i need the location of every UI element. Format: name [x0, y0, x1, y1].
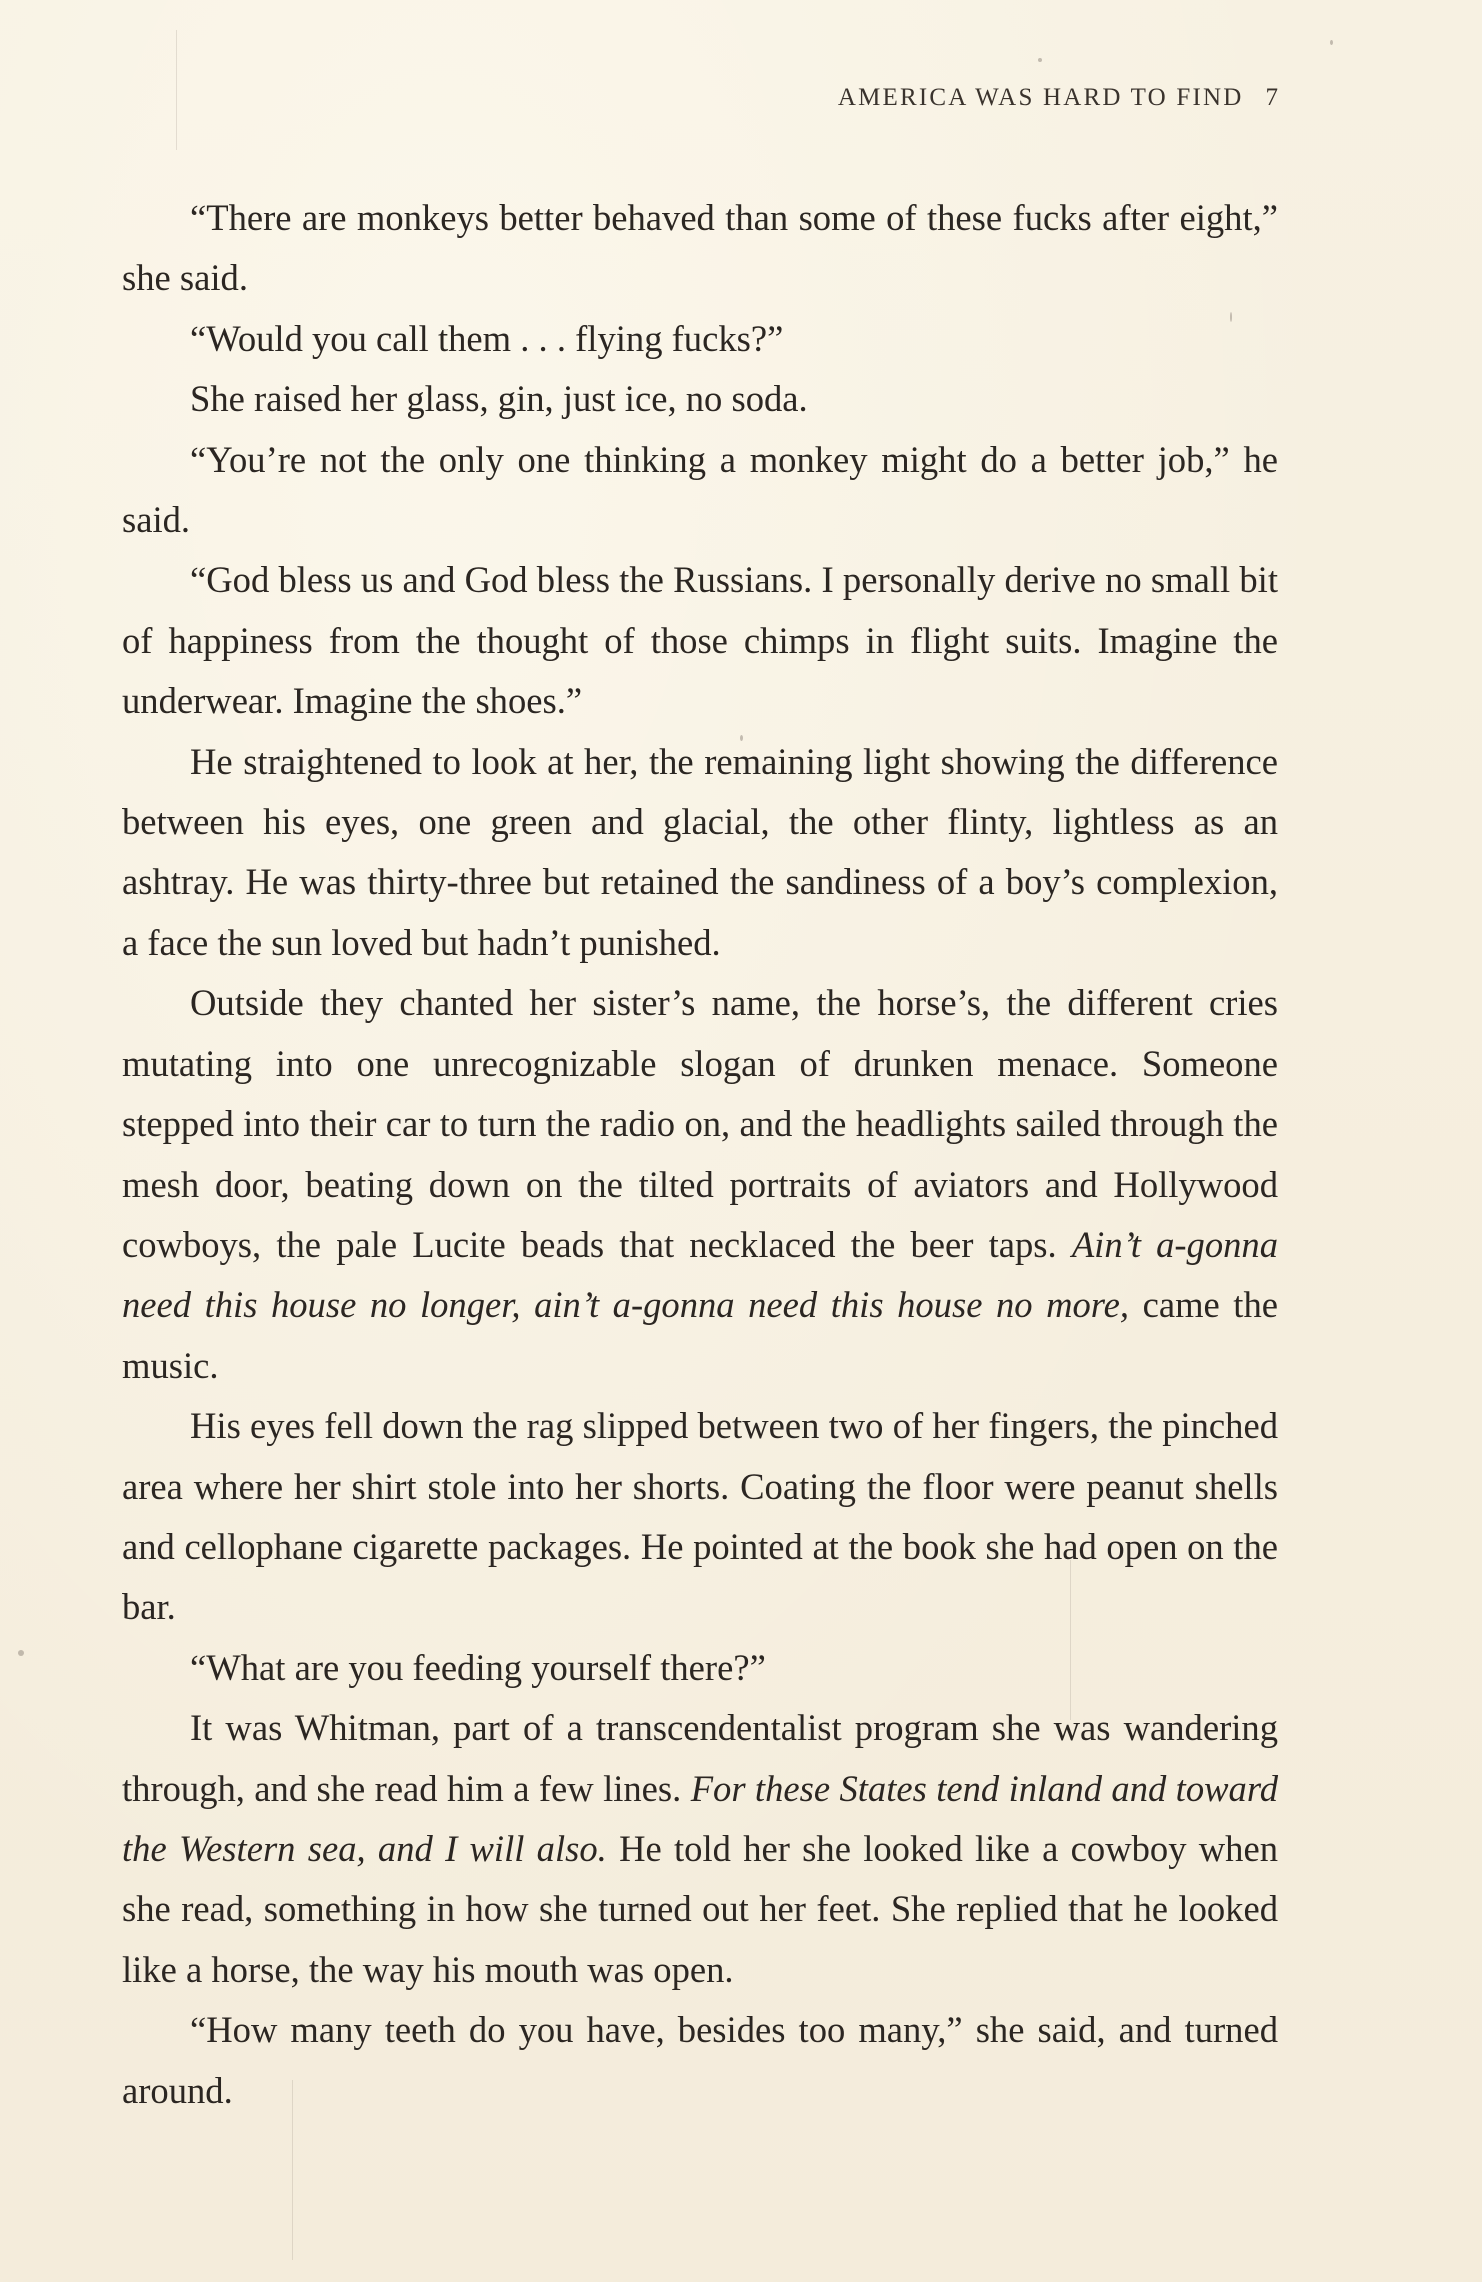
paper-speck: [1038, 58, 1042, 62]
paragraph-text: “You’re not the only one thinking a monkey might do a better job,” he said.: [122, 438, 1278, 541]
paragraph-text: His eyes fell down the rag slipped between two of her fingers, the pinched area where her shirt stole into her shorts. Coating the floor were peanut shells and cellophane cigarette packages. He pointed at the book she had open on the bar.: [122, 1405, 1278, 1628]
paragraph-text: came the music.: [122, 1284, 1278, 1386]
paragraph: [122, 369, 1278, 429]
paragraph-text: “What are you feeding yourself there?”: [190, 1646, 766, 1688]
paragraph-text: “There are monkeys better behaved than some of these fucks after eight,” she said.: [122, 197, 1278, 299]
paragraph-text: It was Whitman, part of a transcendentalist program she was wandering through, and she read him a few lines.: [122, 1707, 1278, 1809]
paragraph-text: “God bless us and God bless the Russians. I personally derive no small bit of happiness from the thought of those chimps in flight suits. Imagine the underwear. Imagine the shoes.”: [122, 559, 1278, 722]
italic-quotation: Ain’t a-gonna need this house no longer, ain’t a-gonna need this house no more,: [122, 1223, 1278, 1326]
paper-speck: [18, 1650, 24, 1656]
paragraph: [122, 550, 1278, 731]
paragraph: [122, 2000, 1278, 2121]
paragraph: [122, 309, 1278, 369]
paragraph: [122, 1396, 1278, 1638]
paragraph-text: She raised her glass, gin, just ice, no soda.: [190, 378, 808, 420]
paragraph: [122, 430, 1278, 551]
body-text: [122, 188, 1278, 2121]
paragraph-text: He told her she looked like a cowboy when she read, something in how she turned out her feet. She replied that he looked like a horse, the way his mouth was open.: [122, 1827, 1278, 1990]
paragraph: [122, 973, 1278, 1396]
paragraph: [122, 1638, 1278, 1698]
paragraph-text: He straightened to look at her, the remaining light showing the difference between his eyes, one green and glacial, the other flinty, lightless as an ashtray. He was thirty-three but retained the sandiness of a boy’s complexion, a face the sun loved but hadn’t punished.: [122, 740, 1278, 963]
paragraph-text: “How many teeth do you have, besides too many,” she said, and turned around.: [122, 2009, 1278, 2111]
running-head: [838, 84, 1278, 112]
running-title: AMERICA WAS HARD TO FIND: [837, 84, 1244, 111]
italic-quotation: For these States tend inland and toward the Western sea, and I will also.: [122, 1767, 1278, 1869]
paragraph: [122, 1698, 1278, 2000]
paper-scuff: [176, 30, 177, 150]
paper-speck: [1330, 40, 1333, 45]
paragraph-text: Outside they chanted her sister’s name, the horse’s, the different cries mutating into one unrecognizable slogan of drunken menace. Someone stepped into their car to turn the radio on, and the headlights sailed through the mesh door, beating down on the tilted portraits of aviators and Hollywood cowboys, the pale Lucite beads that necklaced the beer taps.: [122, 982, 1278, 1265]
paragraph: [122, 732, 1278, 974]
page-number: 7: [1265, 84, 1278, 111]
paragraph: [122, 188, 1278, 309]
paragraph-text: “Would you call them . . . flying fucks?”: [190, 317, 784, 359]
